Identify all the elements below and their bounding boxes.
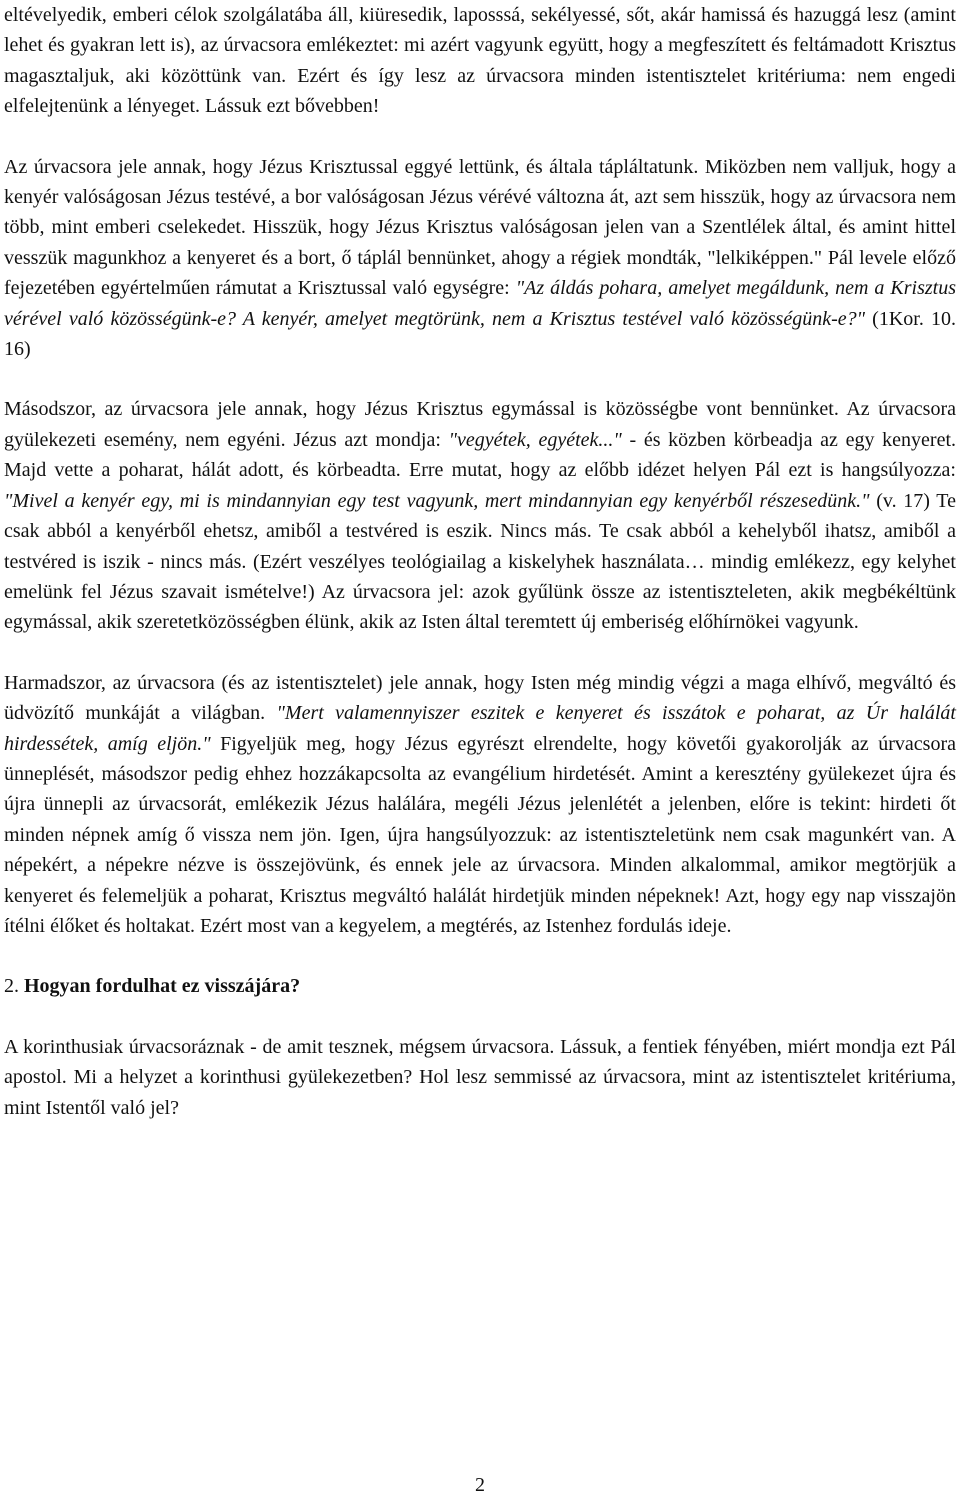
paragraph-text: - és közben körbeadja az egy kenyeret. Majd vette a poharat, hálát adott, és körbeadta. Erre mutat, hogy az előbb idézet helyen Pál ezt is hangsúlyozza:	[4, 428, 956, 482]
section-heading	[4, 971, 956, 1001]
paragraph-corinthians	[4, 1032, 956, 1123]
paragraph-third-sign	[4, 668, 956, 942]
paragraph-text: A korinthusiak úrvacsoráznak - de amit tesznek, mégsem úrvacsora. Lássuk, a fentiek fényében, miért mondja ezt Pál apostol. Mi a helyzet a korinthusi gyülekezetben? Hol lesz semmissé az úrvacsora, mint az istentisztelet kritériuma, mint Istentől való jel?	[4, 1035, 956, 1119]
paragraph-spacer	[4, 638, 956, 668]
paragraph-second-sign	[4, 394, 956, 637]
paragraph-spacer	[4, 364, 956, 394]
bible-quote: "Mert valamennyiszer eszitek e kenyeret és isszátok e poharat, az Úr halálát hirdessétek, amíg eljön."	[4, 702, 956, 755]
paragraph-text: Másodszor, az úrvacsora jele annak, hogy Jézus Krisztus egymással is közösségbe vont bennünket. Az úrvacsora gyülekezeti esemény, nem egyéni. Jézus azt mondja:	[4, 398, 956, 451]
bible-quote: "Az áldás pohara, amelyet megáldunk, nem a Krisztus vérével való közösségünk-e? A kenyér, amelyet megtörünk, nem a Krisztus testével való közösségünk-e?"	[4, 277, 956, 330]
section-number: 2.	[4, 975, 24, 998]
bible-quote: "Mivel a kenyér egy, mi is mindannyian egy test vagyunk, mert mindannyian egy kenyérből részesedünk."	[4, 489, 870, 512]
paragraph-first-sign	[4, 152, 956, 365]
document-page	[4, 0, 956, 1123]
paragraph-spacer	[4, 941, 956, 971]
paragraph-text: Az úrvacsora jele annak, hogy Jézus Krisztussal eggyé lettünk, és általa tápláltatunk. Miközben nem valljuk, hogy a kenyér valóságosan Jézus testévé, a bor valóságosan Jézus vérévé változna át, azt sem hisszük, hogy az úrvacsora nem több, mint emberi cselekedet. Hisszük, hogy Jézus Krisztus valóságosan jelen van a Szentlélek által, és amint hittel vesszük magunkhoz a kenyeret és a bort, ő táplál bennünket, ahogy a régiek mondták, "lelkiképpen." Pál levele előző fejezetében egyértelműen rámutat a Krisztussal való egységre:	[4, 155, 956, 300]
bible-reference: (1Kor. 10. 16)	[4, 307, 956, 361]
paragraph-text: eltévelyedik, emberi célok szolgálatába áll, kiüresedik, laposssá, sekélyessé, sőt, akár hamissá és hazuggá lesz (amint lehet és gyakran lett is), az úrvacsora emlékeztet: mi azért vagyunk együtt, hogy a megfeszített és feltámadott Krisztus magasztaljuk, aki közöttünk van. Ezért és így lesz az úrvacsora minden istentisztelet kritériuma: nem engedi elfelejtenünk a lényeget. Lássuk ezt bővebben!	[4, 4, 956, 118]
bible-quote: "vegyétek, egyétek..."	[448, 428, 622, 451]
paragraph-spacer	[4, 122, 956, 152]
paragraph-text: Figyeljük meg, hogy Jézus egyrészt elrendelte, hogy követői gyakorolják az úrvacsora ünneplését, másodszor pedig ehhez hozzákapcsolta az evangélium hirdetését. Amint a keresztény gyülekezet újra és újra ünnepli az úrvacsorát, emlékezik Jézus halálára, megéli Jézus jelenlétét a jelenben, előre is tekint: hirdeti őt minden népnek amíg ő vissza nem jön. Igen, újra hangsúlyozzuk: az istentiszteletünk nem csak magunkért van. A népekért, a népekre nézve is összejövünk, és ennek jele az úrvacsora. Minden alkalommal, amikor megtörjük a kenyeret és felemeljük a poharat, Krisztus megváltó halálát hirdetjük minden népeknek! Azt, hogy egy nap visszajön ítélni élőket és holtakat. Ezért most van a kegyelem, a megtérés, az Istenhez fordulás ideje.	[4, 732, 956, 937]
paragraph-text: Harmadszor, az úrvacsora (és az istentisztelet) jele annak, hogy Isten még mindig végzi a maga elhívő, megváltó és üdvözítő munkáját a világban.	[4, 671, 956, 725]
paragraph-intro-continued	[4, 0, 956, 122]
paragraph-text: (v. 17) Te csak abból a kenyérből ehetsz, amiből a testvéred is eszik. Nincs más. Te csak abból a kehelyből ihatsz, amiből a testvéred is iszik - nincs más. (Ezért veszélyes teológiailag a kiskelyhek használata… mindig emlékezz, egy kelyhet emelünk fel Jézus szavait ismételve!) Az úrvacsora jel: azok gyűlünk össze az istentiszteleten, akik megbékéltünk egymással, akik szeretetközösségben élünk, akik az Isten által teremtett új emberiség előhírnökei vagyunk.	[4, 489, 956, 634]
paragraph-spacer	[4, 1002, 956, 1032]
section-title: Hogyan fordulhat ez visszájára?	[24, 975, 301, 998]
page-number: 2	[475, 1474, 485, 1496]
